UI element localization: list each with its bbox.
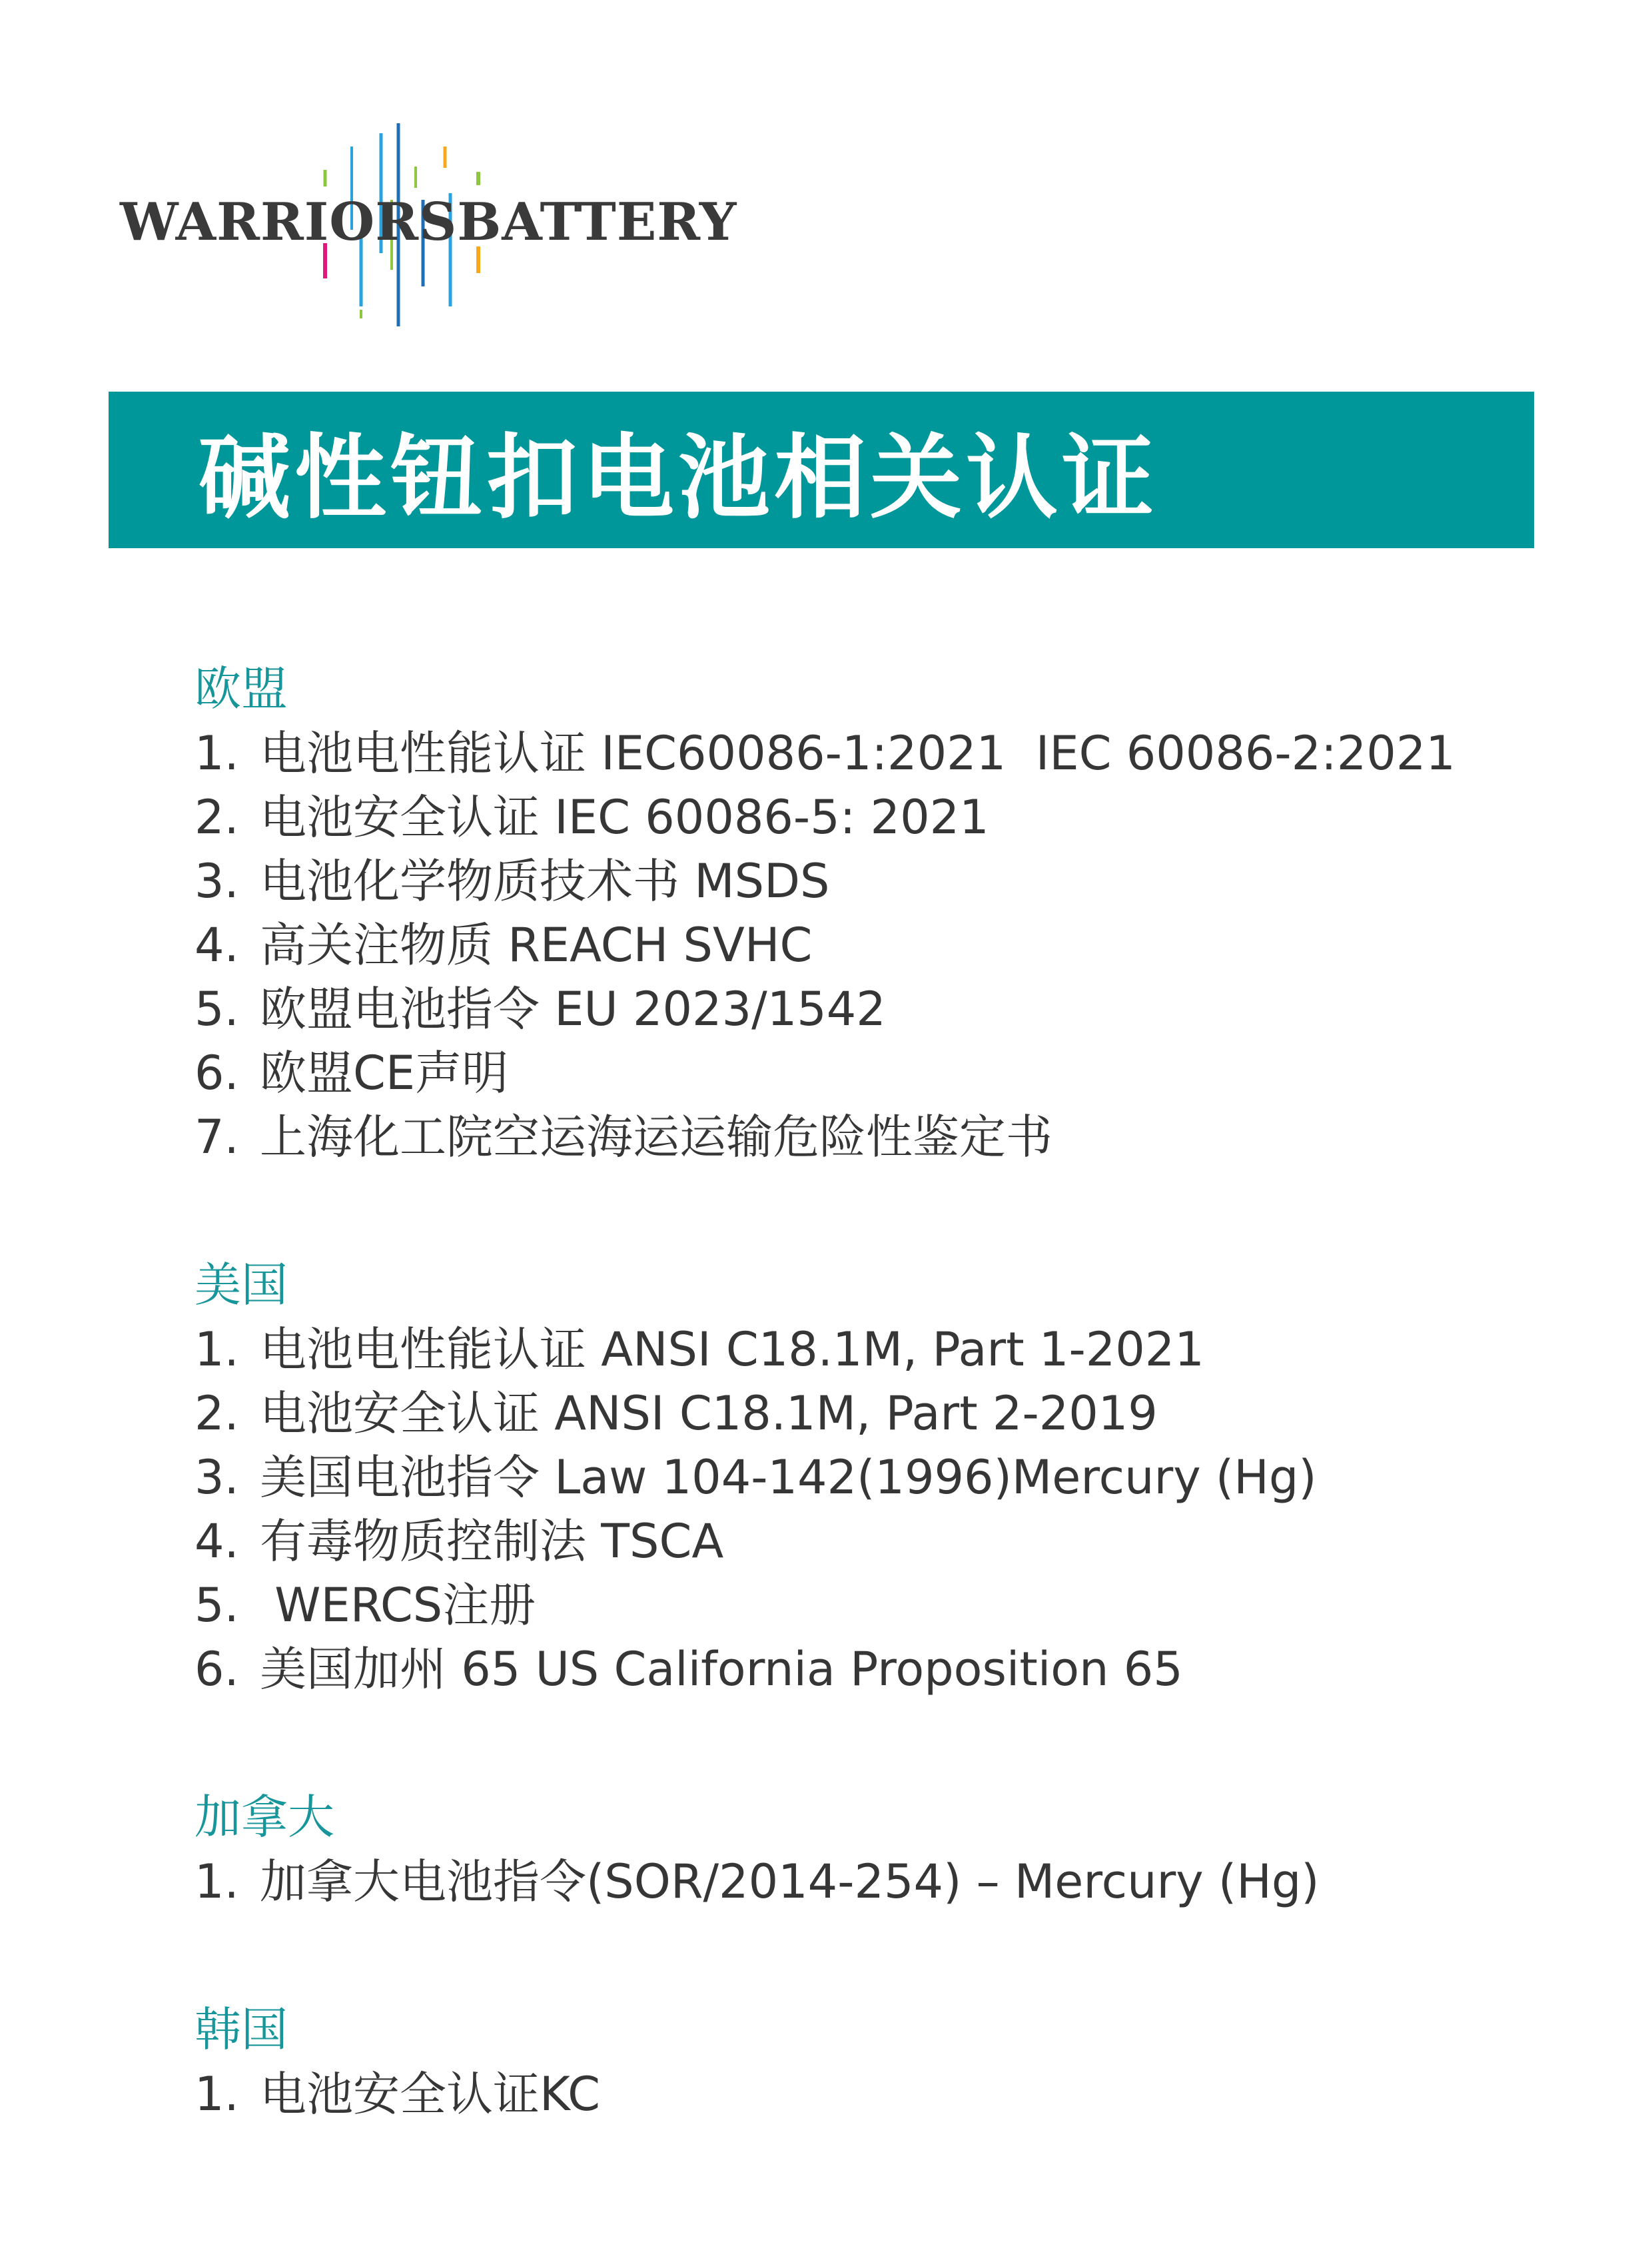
- certification-item: [195, 1041, 1593, 1105]
- item-number: 5.: [195, 1578, 239, 1633]
- item-number: 3.: [195, 1450, 239, 1505]
- item-text: 电池安全认证 IEC 60086-5: 2021: [260, 790, 989, 845]
- item-number: 6.: [195, 1046, 239, 1100]
- item-number: 1.: [195, 1854, 239, 1909]
- item-text: 欧盟电池指令 EU 2023/1542: [260, 982, 886, 1036]
- item-text: 电池安全认证KC: [260, 2067, 600, 2121]
- item-number: 4.: [195, 1514, 239, 1569]
- region-heading: 韩国: [195, 2002, 288, 2057]
- title-banner: [109, 392, 1534, 548]
- item-text: 电池化学物质技术书 MSDS: [260, 854, 830, 909]
- item-number: 1.: [195, 726, 239, 781]
- page-title: 碱性钮扣电池相关认证: [199, 424, 1158, 532]
- item-text: 美国电池指令 Law 104-142(1996)Mercury (Hg): [260, 1450, 1317, 1505]
- item-number: 4.: [195, 918, 239, 972]
- item-text: 美国加州 65 US California Proposition 65: [260, 1642, 1183, 1696]
- item-text: 上海化工院空运海运运输危险性鉴定书: [260, 1110, 1052, 1164]
- item-text: 有毒物质控制法 TSCA: [260, 1514, 724, 1569]
- brand-logo: [113, 120, 737, 333]
- item-number: 1.: [195, 1322, 239, 1377]
- certification-item: [195, 785, 1593, 849]
- item-number: 6.: [195, 1642, 239, 1696]
- region-section: [195, 1997, 1593, 2126]
- certification-item: [195, 849, 1593, 913]
- item-text: WERCS注册: [260, 1578, 536, 1633]
- region-heading: 加拿大: [195, 1790, 334, 1844]
- certification-item: [195, 1317, 1593, 1381]
- item-text: 电池电性能认证 ANSI C18.1M, Part 1-2021: [260, 1322, 1204, 1377]
- item-number: 5.: [195, 982, 239, 1036]
- item-number: 2.: [195, 790, 239, 845]
- certification-item: [195, 1850, 1593, 1914]
- region-heading: 欧盟: [195, 661, 288, 716]
- certification-item: [195, 721, 1593, 785]
- region-section: [195, 656, 1593, 1169]
- item-number: 2.: [195, 1386, 239, 1441]
- item-text: 加拿大电池指令(SOR/2014-254) – Mercury (Hg): [260, 1854, 1320, 1909]
- item-text: 电池安全认证 ANSI C18.1M, Part 2-2019: [260, 1386, 1158, 1441]
- region-section: [195, 1784, 1593, 1914]
- region-section: [195, 1252, 1593, 1701]
- certification-item: [195, 2062, 1593, 2126]
- item-text: 高关注物质 REACH SVHC: [260, 918, 813, 972]
- region-heading: 美国: [195, 1258, 288, 1312]
- certification-list: [195, 656, 1593, 2209]
- item-text: 欧盟CE声明: [260, 1046, 509, 1100]
- certification-item: [195, 1381, 1593, 1445]
- item-number: 1.: [195, 2067, 239, 2121]
- certification-item: [195, 1573, 1593, 1637]
- item-text: 电池电性能认证 IEC60086-1:2021 IEC 60086-2:2021: [260, 726, 1455, 781]
- certification-item: [195, 1509, 1593, 1573]
- certification-item: [195, 1105, 1593, 1169]
- brand-wordmark: WARRIORSBATTERY: [120, 192, 737, 252]
- certification-item: [195, 1637, 1593, 1701]
- certification-item: [195, 977, 1593, 1041]
- item-number: 7.: [195, 1110, 239, 1164]
- item-number: 3.: [195, 854, 239, 909]
- certification-item: [195, 913, 1593, 977]
- certification-item: [195, 1445, 1593, 1509]
